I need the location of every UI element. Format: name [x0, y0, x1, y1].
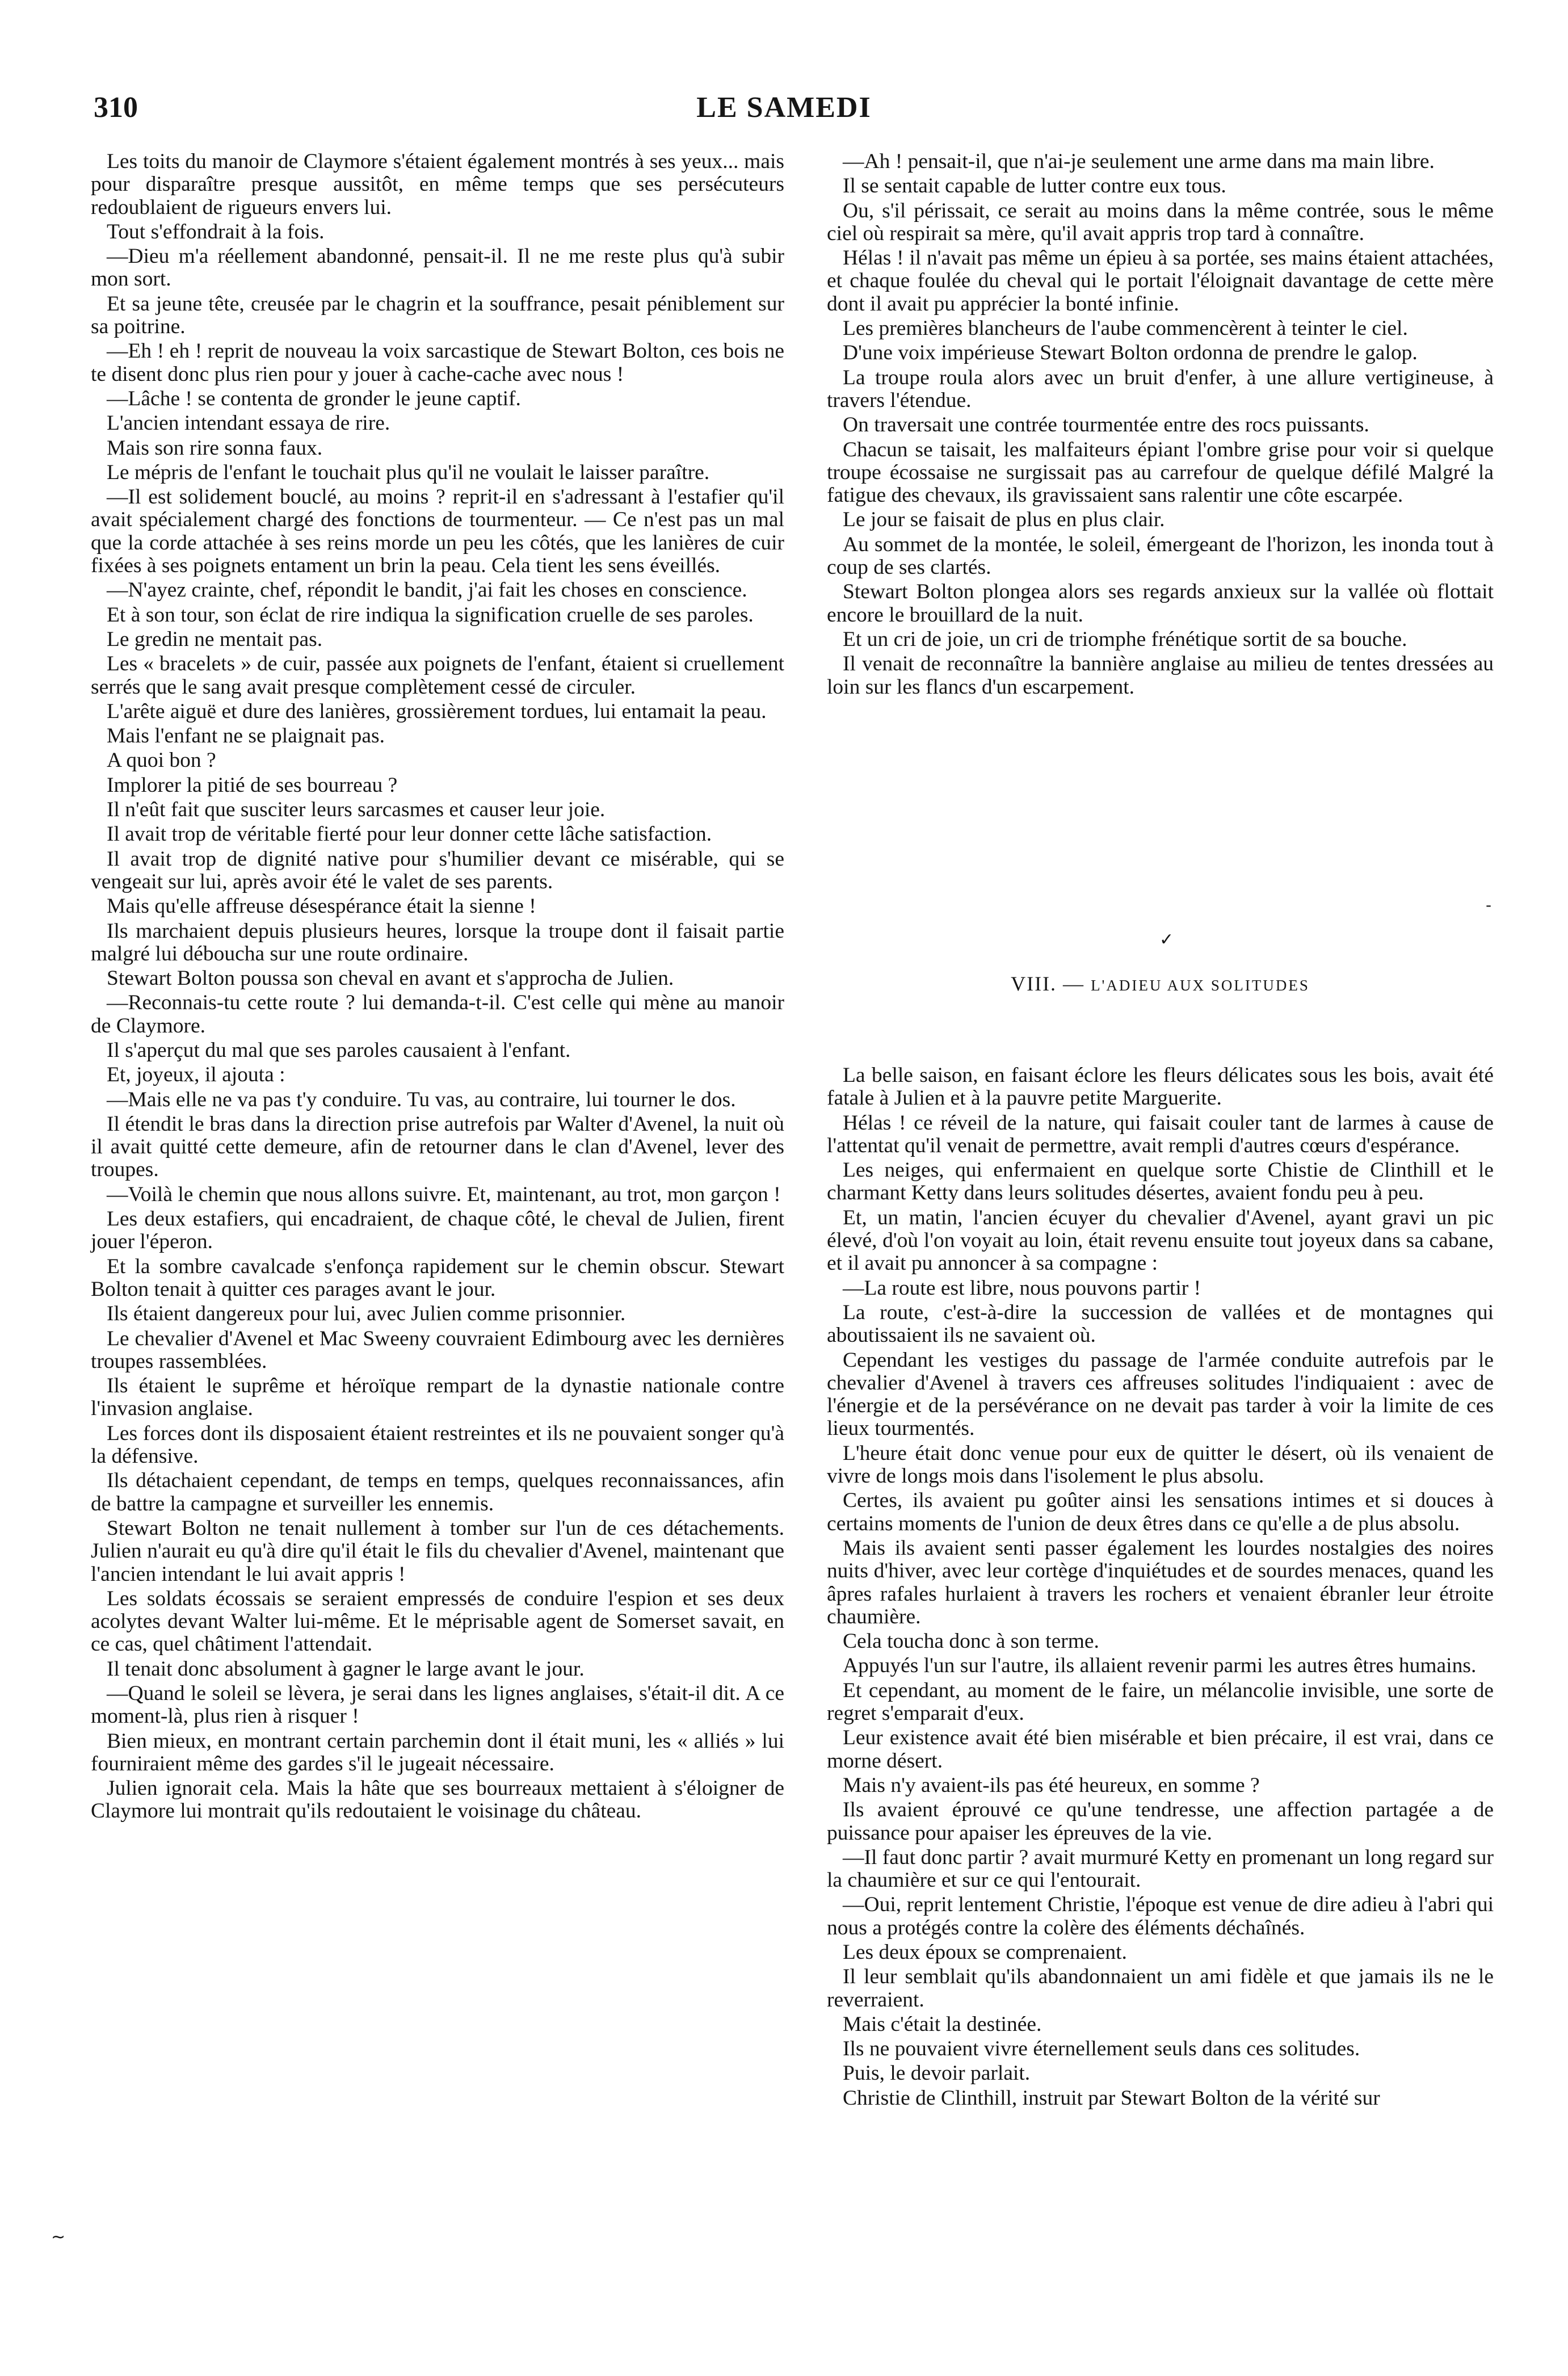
paragraph: Il se sentait capable de lutter contre eux tous. [843, 174, 1226, 198]
paragraph: —Eh ! eh ! reprit de nouveau la voix sarcastique de Stewart Bolton, ces bois ne te disent donc plus rien pour y jouer à cache-cache avec nous ! [91, 339, 784, 386]
paragraph: Et la sombre cavalcade s'enfonça rapidement sur le chemin obscur. Stewart Bolton tenait à quitter ces parages avant le jour. [91, 1254, 784, 1301]
right-column-bottom [827, 1064, 1494, 2110]
section-heading [827, 972, 1494, 996]
paragraph: Il avait trop de dignité native pour s'humilier devant ce misérable, qui se vengeait sur lui, après avoir été le valet de ses parents. [91, 847, 784, 893]
page-header [0, 0, 1568, 148]
paragraph: Il n'eût fait que susciter leurs sarcasmes et causer leur joie. [107, 798, 606, 822]
paragraph: Il leur semblait qu'ils abandonnaient un ami fidèle et que jamais ils ne le reverraient. [827, 1965, 1494, 2012]
paragraph: Cependant les vestiges du passage de l'armée conduite autrefois par le chevalier d'Avenel à travers ces affreuses solitudes l'indiquaient : avec de l'énergie et de la persévérance on ne devait pas tarder à voir la limite de ces lieux tourmentés. [827, 1348, 1494, 1441]
paragraph: Ils ne pouvaient vivre éternellement seuls dans ces solitudes. [843, 2037, 1360, 2061]
paragraph: —Lâche ! se contenta de gronder le jeune captif. [107, 387, 521, 410]
paragraph: Implorer la pitié de ses bourreau ? [107, 773, 398, 797]
paragraph: Les premières blancheurs de l'aube commencèrent à teinter le ciel. [843, 317, 1408, 341]
paragraph: —Mais elle ne va pas t'y conduire. Tu vas, au contraire, lui tourner le dos. [107, 1088, 736, 1111]
paragraph: —Quand le soleil se lèvera, je serai dans les lignes anglaises, s'était-il dit. A ce moment-là, plus rien à risquer ! [91, 1682, 784, 1728]
paragraph: Et cependant, au moment de le faire, un mélancolie invisible, une sorte de regret s'emparait d'eux. [827, 1678, 1494, 1726]
right-column-top [827, 150, 1494, 699]
paragraph: Mais n'y avaient-ils pas été heureux, en somme ? [843, 1773, 1260, 1797]
paragraph: Il étendit le bras dans la direction prise autrefois par Walter d'Avenel, la nuit où il avait quitté cette demeure, afin de retourner dans le clan d'Avenel, lever des troupes. [91, 1112, 784, 1182]
paragraph: Au sommet de la montée, le soleil, émergeant de l'horizon, les inonda tout à coup de ses clartés. [827, 532, 1494, 580]
paragraph: Bien mieux, en montrant certain parchemin dont il était muni, les « alliés » lui fourniraient même des gardes s'il le jugeait nécessaire. [91, 1729, 784, 1775]
paragraph: La troupe roula alors avec un bruit d'enfer, à une allure vertigineuse, à travers l'étendue. [827, 366, 1494, 412]
paragraph: Tout s'effondrait à la fois. [107, 220, 325, 244]
paragraph: On traversait une contrée tourmentée entre des rocs puissants. [843, 413, 1369, 437]
paragraph: —Oui, reprit lentement Christie, l'époque est venue de dire adieu à l'abri qui nous a protégés contre la colère des éléments déchaînés. [827, 1893, 1494, 1940]
paragraph: Hélas ! il n'avait pas même un épieu à sa portée, ses mains étaient attachées, et chaque foulée du cheval qui le portait l'éloignait davantage de cette mère dont il avait pu apprécier la bonté infinie. [827, 246, 1494, 316]
paragraph: Et, joyeux, il ajouta : [107, 1063, 285, 1087]
ornament-mark: ✓ [1159, 930, 1174, 950]
left-column [91, 150, 784, 1823]
paragraph: Il venait de reconnaître la bannière anglaise au milieu de tentes dressées au loin sur les flancs d'un escarpement. [827, 652, 1494, 699]
paragraph: L'ancien intendant essaya de rire. [107, 412, 390, 435]
paragraph: Cela toucha donc à son terme. [843, 1630, 1099, 1653]
paragraph: Puis, le devoir parlait. [843, 2062, 1031, 2085]
paragraph: Chacun se taisait, les malfaiteurs épiant l'ombre grise pour voir si quelque troupe écossaise ne surgissait pas au carrefour de quelque défilé Malgré la fatigue des chevaux, ils gravissaient sans ralentir une côte escarpée. [827, 438, 1494, 507]
paragraph: La route, c'est-à-dire la succession de vallées et de montagnes qui aboutissaient ils ne savaient où. [827, 1300, 1494, 1347]
paragraph: Stewart Bolton plongea alors ses regards anxieux sur la vallée où flottait encore le brouillard de la nuit. [827, 580, 1494, 627]
margin-mark: - [1486, 896, 1492, 914]
paragraph: Mais son rire sonna faux. [107, 436, 323, 460]
paragraph: A quoi bon ? [107, 749, 216, 773]
paragraph: Et, un matin, l'ancien écuyer du chevalier d'Avenel, ayant gravi un pic élevé, d'où l'on voyait au loin, était revenu ensuite tout joyeux dans sa cabane, et il avait pu annoncer à sa compagne : [827, 1206, 1494, 1275]
paragraph: Les « bracelets » de cuir, passée aux poignets de l'enfant, étaient si cruellement serrés que le sang avait presque complètement cessé de circuler. [91, 652, 784, 699]
paragraph: Stewart Bolton ne tenait nullement à tomber sur l'un de ces détachements. Julien n'aurait eu qu'à dire qu'il était le fils du chevalier d'Avenel, maintenant que l'ancien intendant le lui avait appris ! [91, 1516, 784, 1586]
paragraph: Et à son tour, son éclat de rire indiqua la signification cruelle de ses paroles. [107, 603, 754, 627]
paragraph: Et un cri de joie, un cri de triomphe frénétique sortit de sa bouche. [843, 627, 1407, 651]
paragraph: Leur existence avait été bien misérable et bien précaire, il est vrai, dans ce morne désert. [827, 1726, 1494, 1773]
paragraph: Hélas ! ce réveil de la nature, qui faisait couler tant de larmes à cause de l'attentat qu'il venait de permettre, avait rempli d'autres cœurs d'espérance. [827, 1111, 1494, 1157]
paragraph: Ils étaient le suprême et héroïque rempart de la dynastie nationale contre l'invasion anglaise. [91, 1374, 784, 1421]
paragraph: Les deux estafiers, qui encadraient, de chaque côté, le cheval de Julien, firent jouer l'éperon. [91, 1207, 784, 1254]
paragraph: —Il est solidement bouclé, au moins ? reprit-il en s'adressant à l'estafier qu'il avait spécialement chargé des fonctions de tourmenteur. — Ce n'est pas un mal que la corde attachée à ses reins morde un peu les côtés, que les lanières de cuir fixées à ses poignets entament un brin la peau. Cela tient les sens éveillés. [91, 485, 784, 578]
paragraph: Le chevalier d'Avenel et Mac Sweeny couvraient Edimbourg avec les dernières troupes rassemblées. [91, 1326, 784, 1373]
paragraph: La belle saison, en faisant éclore les fleurs délicates sous les bois, avait été fatale à Julien et à la pauvre petite Marguerite. [827, 1064, 1494, 1110]
margin-mark: ~ [51, 2227, 66, 2247]
paragraph: Ou, s'il périssait, ce serait au moins dans la même contrée, sous le même ciel où respirait sa mère, qu'il avait appris trop tard à connaître. [827, 199, 1494, 245]
paragraph: —Voilà le chemin que nous allons suivre. Et, maintenant, au trot, mon garçon ! [107, 1182, 781, 1206]
paragraph: Les toits du manoir de Claymore s'étaient également montrés à ses yeux... mais pour disparaître presque aussitôt, en même temps que ses persécuteurs redoublaient de rigueurs envers lui. [91, 150, 784, 219]
paragraph: Mais qu'elle affreuse désespérance était la sienne ! [107, 895, 536, 918]
paragraph: —Reconnais-tu cette route ? lui demanda-t-il. C'est celle qui mène au manoir de Claymore. [91, 991, 784, 1038]
paragraph: L'heure était donc venue pour eux de quitter le désert, où ils venaient de vivre de longs mois dans l'isolement le plus absolu. [827, 1441, 1494, 1488]
paragraph: Ils avaient éprouvé ce qu'une tendresse, une affection partagée a de puissance pour apaiser les épreuves de la vie. [827, 1798, 1494, 1845]
paragraph: Mais c'était la destinée. [843, 2012, 1042, 2036]
paragraph: Ils étaient dangereux pour lui, avec Julien comme prisonnier. [107, 1302, 626, 1326]
paragraph: Appuyés l'un sur l'autre, ils allaient revenir parmi les autres êtres humains. [843, 1654, 1477, 1678]
running-title: LE SAMEDI [696, 91, 872, 124]
paragraph: Il tenait donc absolument à gagner le large avant le jour. [107, 1657, 585, 1681]
section-title: L'ADIEU AUX SOLITUDES [1091, 977, 1310, 994]
paragraph: —Ah ! pensait-il, que n'ai-je seulement une arme dans ma main libre. [843, 150, 1435, 173]
paragraph: Les deux époux se comprenaient. [843, 1940, 1127, 1964]
paragraph: Mais ils avaient senti passer également les lourdes nostalgies des noires nuits d'hiver, avec leur cortège d'inquiétudes et de sourdes menaces, quand les âpres rafales hurlaient à travers les rochers et venaient ébranler leur étroite chaumière. [827, 1536, 1494, 1628]
paragraph: Il avait trop de véritable fierté pour leur donner cette lâche satisfaction. [107, 822, 712, 846]
paragraph: Stewart Bolton poussa son cheval en avant et s'approcha de Julien. [107, 967, 674, 990]
paragraph: Les soldats écossais se seraient empressés de conduire l'espion et ses deux acolytes devant Walter lui-même. Et le méprisable agent de Somerset savait, en ce cas, quel châtiment l'attendait. [91, 1586, 784, 1656]
paragraph: Les neiges, qui enfermaient en quelque sorte Chistie de Clinthill et le charmant Ketty dans leurs solitudes désertes, avaient fondu peu à peu. [827, 1158, 1494, 1205]
paragraph: L'arête aiguë et dure des lanières, grossièrement tordues, lui entamait la peau. [107, 699, 767, 723]
paragraph: —N'ayez crainte, chef, répondit le bandit, j'ai fait les choses en conscience. [107, 578, 747, 602]
paragraph: Ils marchaient depuis plusieurs heures, lorsque la troupe dont il faisait partie malgré lui déboucha sur une route ordinaire. [91, 919, 784, 965]
paragraph: —La route est libre, nous pouvons partir ! [843, 1276, 1201, 1300]
paragraph: —Dieu m'a réellement abandonné, pensait-il. Il ne me reste plus qu'à subir mon sort. [91, 245, 784, 291]
paragraph: Le jour se faisait de plus en plus clair. [843, 508, 1165, 532]
paragraph: Les forces dont ils disposaient étaient restreintes et ils ne pouvaient songer qu'à la défensive. [91, 1421, 784, 1468]
paragraph: Il s'aperçut du mal que ses paroles causaient à l'enfant. [107, 1038, 571, 1062]
paragraph: Certes, ils avaient pu goûter ainsi les sensations intimes et si douces à certains moments de l'union de deux êtres dans ce qu'elle a de plus absolu. [827, 1489, 1494, 1535]
paragraph: —Il faut donc partir ? avait murmuré Ketty en promenant un long regard sur la chaumière et sur ce qui l'entourait. [827, 1845, 1494, 1892]
paragraph: D'une voix impérieuse Stewart Bolton ordonna de prendre le galop. [843, 341, 1418, 365]
paragraph: Ils détachaient cependant, de temps en temps, quelques reconnaissances, afin de battre la campagne et surveiller les ennemis. [91, 1469, 784, 1516]
section-number: VIII. — [1011, 972, 1085, 995]
paragraph: Le gredin ne mentait pas. [107, 627, 323, 651]
paragraph: Julien ignorait cela. Mais la hâte que ses bourreaux mettaient à s'éloigner de Claymore lui montrait qu'ils redoutaient le voisinage du château. [91, 1777, 784, 1823]
page-number: 310 [94, 91, 138, 124]
paragraph: Le mépris de l'enfant le touchait plus qu'il ne voulait le laisser paraître. [107, 460, 710, 484]
paragraph: Christie de Clinthill, instruit par Stewart Bolton de la vérité sur [843, 2086, 1380, 2110]
paragraph: Mais l'enfant ne se plaignait pas. [107, 724, 385, 748]
paragraph: Et sa jeune tête, creusée par le chagrin et la souffrance, pesait péniblement sur sa poitrine. [91, 292, 784, 339]
